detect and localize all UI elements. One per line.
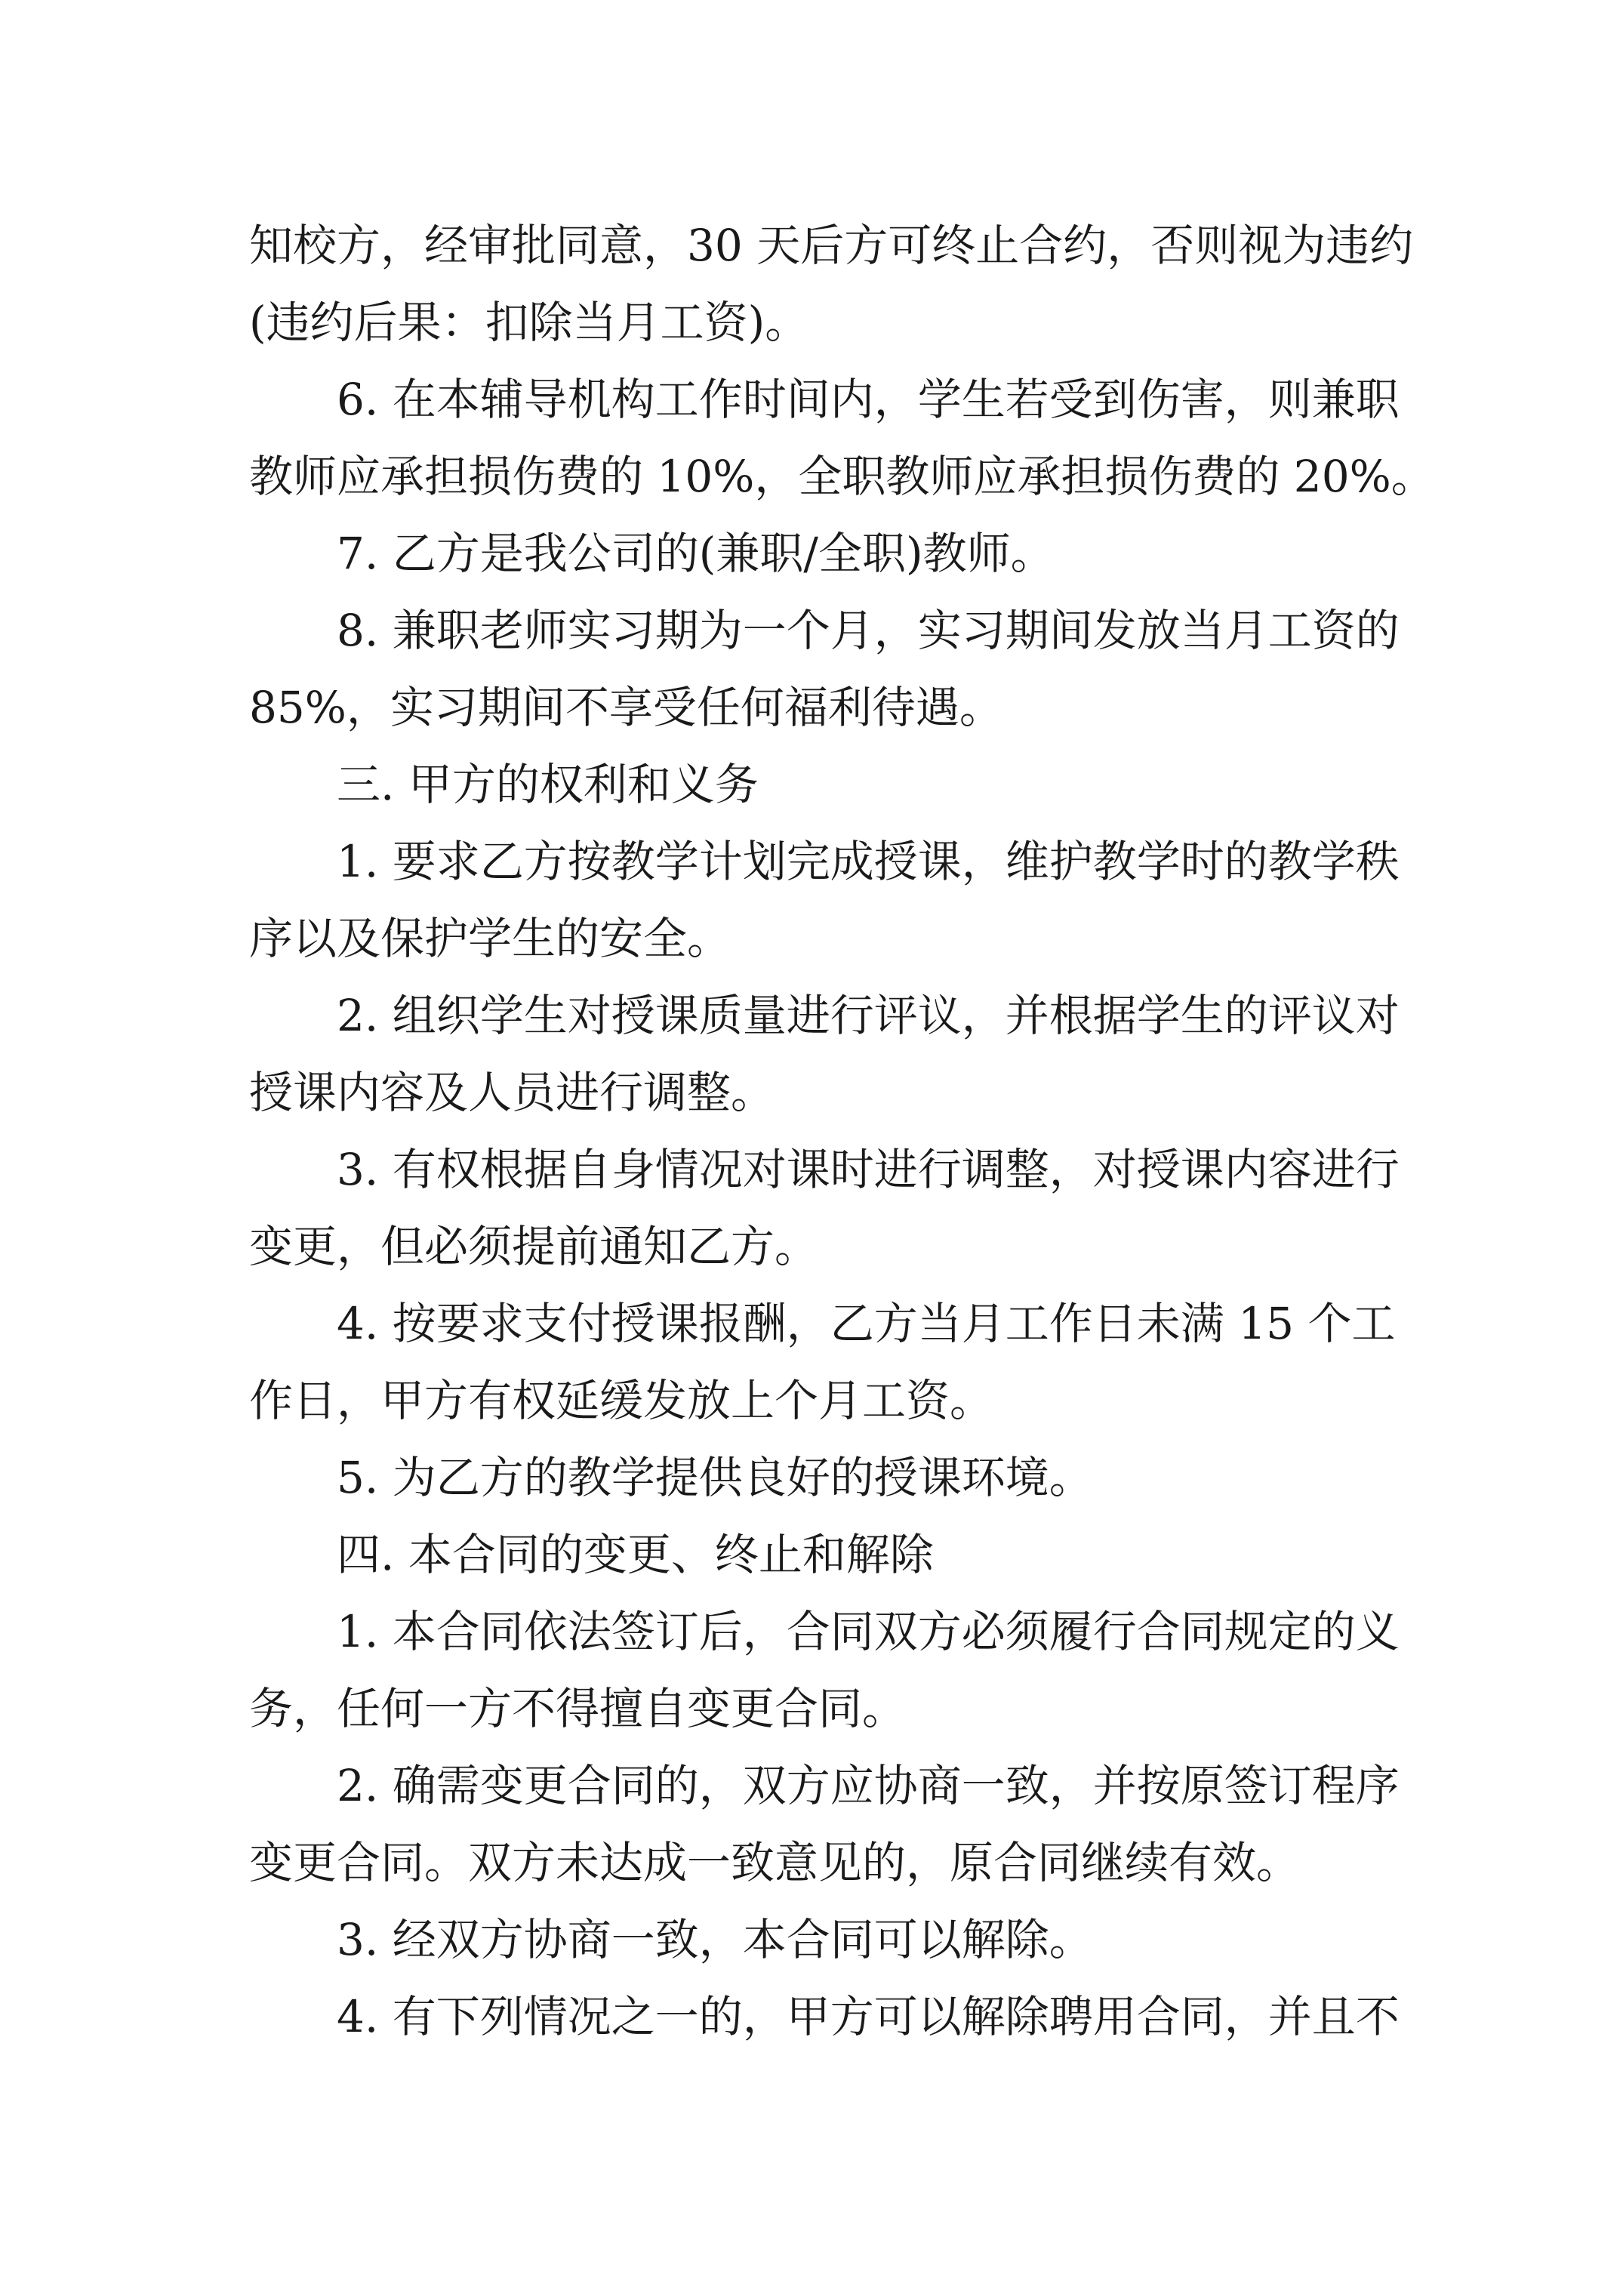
- text-line: 8. 兼职老师实习期为一个月，实习期间发放当月工资的: [337, 605, 1400, 656]
- text-line: 4. 按要求支付授课报酬，乙方当月工作日未满 15 个工: [337, 1298, 1396, 1349]
- text-line: 知校方，经审批同意，30 天后方可终止合约，否则视为违约: [249, 220, 1414, 271]
- text-line: 2. 确需变更合同的，双方应协商一致，并按原签订程序: [337, 1760, 1400, 1811]
- text-line: 3. 有权根据自身情况对课时进行调整，对授课内容进行: [337, 1144, 1400, 1195]
- text-line: 变更，但必须提前通知乙方。: [249, 1221, 819, 1272]
- text-line: 2. 组织学生对授课质量进行评议，并根据学生的评议对: [337, 990, 1400, 1041]
- text-line: 变更合同。双方未达成一致意见的，原合同继续有效。: [249, 1837, 1301, 1888]
- text-line: 1. 要求乙方按教学计划完成授课，维护教学时的教学秩: [337, 836, 1400, 887]
- text-line: (违约后果：扣除当月工资)。: [249, 297, 809, 348]
- text-line: 作日，甲方有权延缓发放上个月工资。: [249, 1375, 994, 1426]
- text-line: 务，任何一方不得擅自变更合同。: [249, 1683, 907, 1734]
- section-heading: 四. 本合同的变更、终止和解除: [337, 1529, 934, 1580]
- text-line: 教师应承担损伤费的 10%，全职教师应承担损伤费的 20%。: [249, 451, 1435, 502]
- text-line: 授课内容及人员进行调整。: [249, 1067, 775, 1118]
- text-line: 4. 有下列情况之一的，甲方可以解除聘用合同，并且不: [337, 1991, 1400, 2042]
- text-line: 5. 为乙方的教学提供良好的授课环境。: [337, 1452, 1093, 1503]
- text-line: 1. 本合同依法签订后，合同双方必须履行合同规定的义: [337, 1606, 1400, 1657]
- text-line: 7. 乙方是我公司的(兼职/全职)教师。: [337, 528, 1055, 579]
- text-line: 3. 经双方协商一致，本合同可以解除。: [337, 1914, 1093, 1965]
- section-heading: 三. 甲方的权利和义务: [337, 759, 759, 810]
- text-line: 6. 在本辅导机构工作时间内，学生若受到伤害，则兼职: [337, 374, 1400, 425]
- text-line: 序以及保护学生的安全。: [249, 913, 731, 964]
- text-line: 85%，实习期间不享受任何福利待遇。: [249, 682, 1003, 733]
